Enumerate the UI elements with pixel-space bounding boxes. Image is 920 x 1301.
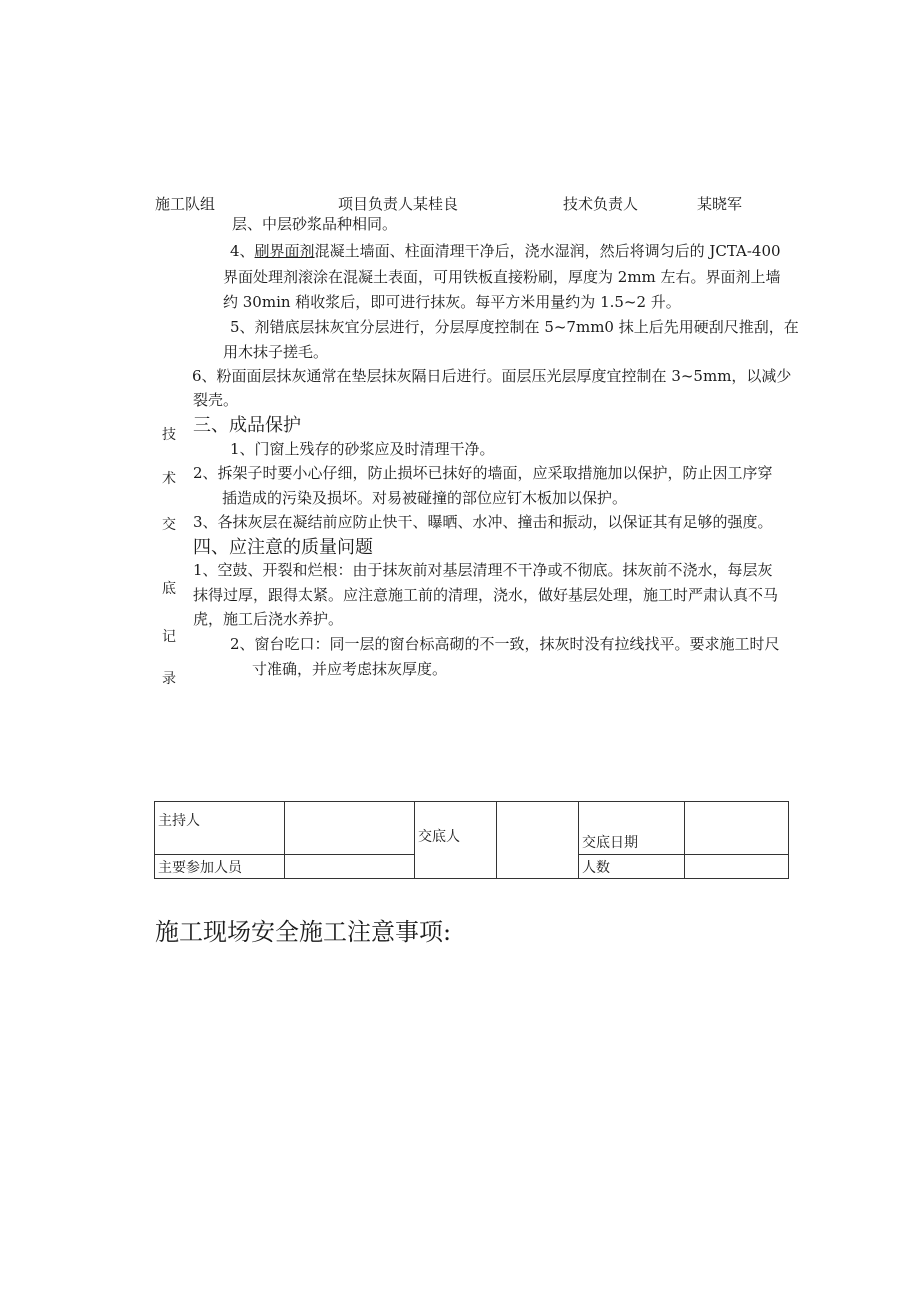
item6-line2: 裂壳。	[193, 391, 239, 409]
safety-notes-title: 施工现场安全施工注意事项:	[155, 918, 452, 946]
item4-line2: 界面处理剂滚涂在混凝土表面，可用铁板直接粉刷，厚度为 2mm 左右。界面剂上墙	[223, 268, 781, 286]
project-manager-label: 项目负责人	[338, 195, 414, 213]
s4-item1-line3: 虎，施工后浇水养护。	[193, 610, 344, 628]
tech-manager-name: 某晓军	[697, 195, 743, 213]
item4-number: 4、	[230, 242, 255, 260]
s3-item3: 3、各抹灰层在凝结前应防止快干、曝晒、水冲、撞击和振动，以保证其有足够的强度。	[193, 513, 773, 531]
count-value[interactable]	[685, 855, 789, 879]
item4-rest: 混凝土墙面、柱面清理干净后，浇水湿润，然后将调匀后的 JCTA-400	[314, 242, 781, 260]
date-value[interactable]	[685, 802, 789, 855]
side-label-char: 录	[162, 671, 176, 687]
item4-line1	[230, 240, 781, 262]
s3-item1: 1、门窗上残存的砂浆应及时清理干净。	[230, 440, 495, 458]
side-label-char: 技	[162, 427, 176, 443]
s3-item2-line1: 2、拆架子时要小心仔细，防止损坏已抹好的墙面，应采取措施加以保护，防止因工序穿	[193, 464, 773, 482]
host-label: 主持人	[155, 802, 285, 855]
count-label: 人数	[579, 855, 685, 879]
project-manager-name: 某桂良	[413, 195, 459, 213]
side-label-char: 记	[162, 629, 176, 645]
body-line: 层、中层砂浆品种相同。	[232, 215, 398, 233]
item5-line2: 用木抹子搓毛。	[223, 343, 329, 361]
side-label-char: 术	[162, 471, 176, 487]
participants-label: 主要参加人员	[155, 855, 285, 879]
s4-item2-line1: 2、窗台吃口：同一层的窗台标高砌的不一致，抹灰时没有拉线找平。要求施工时尺	[230, 635, 780, 653]
s4-item2-line2: 寸准确，并应考虑抹灰厚度。	[252, 660, 448, 678]
side-label-char: 交	[162, 517, 176, 533]
presenter-value[interactable]	[497, 802, 579, 879]
item6-line1: 6、粉面面层抹灰通常在垫层抹灰隔日后进行。面层压光层厚度宜控制在 3~5mm，以减少	[192, 367, 792, 385]
date-label: 交底日期	[579, 802, 685, 855]
side-label-char: 底	[162, 581, 176, 597]
s4-item1-line2: 抹得过厚，跟得太紧。应注意施工前的清理，浇水，做好基层处理，施工时严肃认真不马	[193, 586, 779, 604]
participants-value[interactable]	[285, 855, 415, 879]
item4-keyword: 刷界面剂	[254, 242, 315, 260]
tech-manager-label: 技术负责人	[563, 195, 639, 213]
item4-line3: 约 30min 稍收浆后，即可进行抹灰。每平方米用量约为 1.5~2 升。	[223, 293, 681, 311]
item5-line1: 5、剂错底层抹灰宜分层进行，分层厚度控制在 5~7mm0 抹上后先用硬刮尺推刮，在	[230, 318, 799, 336]
s3-item2-line2: 插造成的污染及损坏。对易被碰撞的部位应钉木板加以保护。	[222, 489, 628, 507]
section4-title: 四、应注意的质量问题	[193, 537, 373, 558]
s4-item1-line1: 1、空鼓、开裂和烂根：由于抹灰前对基层清理不干净或不彻底。抹灰前不浇水，每层灰	[193, 561, 773, 579]
presenter-label: 交底人	[415, 802, 497, 879]
section3-title: 三、成品保护	[193, 415, 301, 436]
signature-table	[154, 801, 789, 879]
host-value[interactable]	[285, 802, 415, 855]
team-label: 施工队组	[155, 195, 216, 213]
